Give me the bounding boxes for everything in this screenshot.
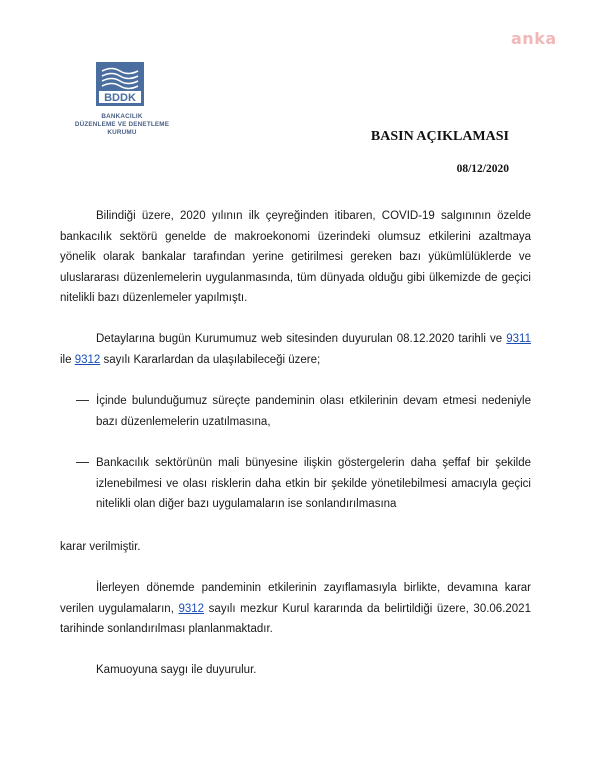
list-item-text: Bankacılık sektörünün mali bünyesine ilişkin göstergelerin daha şeffaf bir şekilde izlenebilmesi ve olası risklerin daha etkin bir şekilde yönetilebilmesi amacıyla geçici nitelikli olan diğer bazı uygulamaların ise sonlandırılmasına bbox=[96, 457, 531, 510]
bddk-acronym: BDDK bbox=[104, 92, 136, 104]
paragraph-outlook-text-a: İlerleyen dönemde pandeminin etkilerinin zayıflamasıyla birlikte, devamına karar verilen uygulamaların, bbox=[60, 582, 531, 615]
paragraph-intro: Bilindiği üzere, 2020 yılının ilk çeyreğinden itibaren, COVID-19 salgınının özelde bankacılık sektörü genelde de makroekonomi üzerindeki olumsuz etkilerini azaltmaya yönelik olarak bankalar tarafından yerine getirilmesi gereken bazı yükümlülüklerde ve uluslararası düzenlemelerin uygulanmasında, tüm dünyada olduğu gibi ülkemizde de geçici nitelikli bazı düzenlemeler yapılmıştı. bbox=[60, 210, 531, 304]
watermark: anka bbox=[511, 29, 557, 48]
paragraph-details-text-b: ile bbox=[60, 353, 72, 366]
logo-text-line2: DÜZENLEME VE DENETLEME bbox=[74, 121, 170, 128]
document-title: BASIN AÇIKLAMASI bbox=[370, 129, 509, 144]
decision-9311-link[interactable]: 9311 bbox=[506, 333, 531, 345]
decision-9312-link[interactable]: 9312 bbox=[178, 602, 205, 615]
paragraph-outlook bbox=[60, 578, 531, 640]
document-date: 08/12/2020 bbox=[456, 163, 509, 175]
paragraph-decision: karar verilmiştir. bbox=[60, 541, 141, 553]
dash-bullet-icon bbox=[76, 400, 89, 401]
logo-text-line3: KURUMU bbox=[107, 129, 137, 136]
paragraph-closing: Kamuoyuna saygı ile duyurulur. bbox=[96, 664, 257, 676]
decision-9312-link[interactable]: 9312 bbox=[74, 353, 101, 366]
paragraph-details bbox=[60, 329, 531, 370]
paragraph-details-text-c: sayılı Kararlardan da ulaşılabileceği üzere; bbox=[103, 353, 321, 366]
logo-text-line1: BANKACILIK bbox=[101, 113, 143, 120]
list-item-text: İçinde bulunduğumuz süreçte pandeminin olası etkilerinin devam etmesi nedeniyle bazı düzenlemelerin uzatılmasına, bbox=[96, 395, 531, 428]
dash-bullet-icon bbox=[76, 462, 89, 463]
paragraph-details-text-a: Detaylarına bugün Kurumumuz web sitesinden duyurulan 08.12.2020 tarihli ve bbox=[96, 333, 503, 345]
bddk-emblem-icon bbox=[96, 62, 144, 106]
paragraph-outlook-text-b: sayılı mezkur Kurul kararında da belirtildiği üzere, 30.06.2021 tarihinde sonlandırılması planlanmaktadır. bbox=[60, 602, 531, 635]
